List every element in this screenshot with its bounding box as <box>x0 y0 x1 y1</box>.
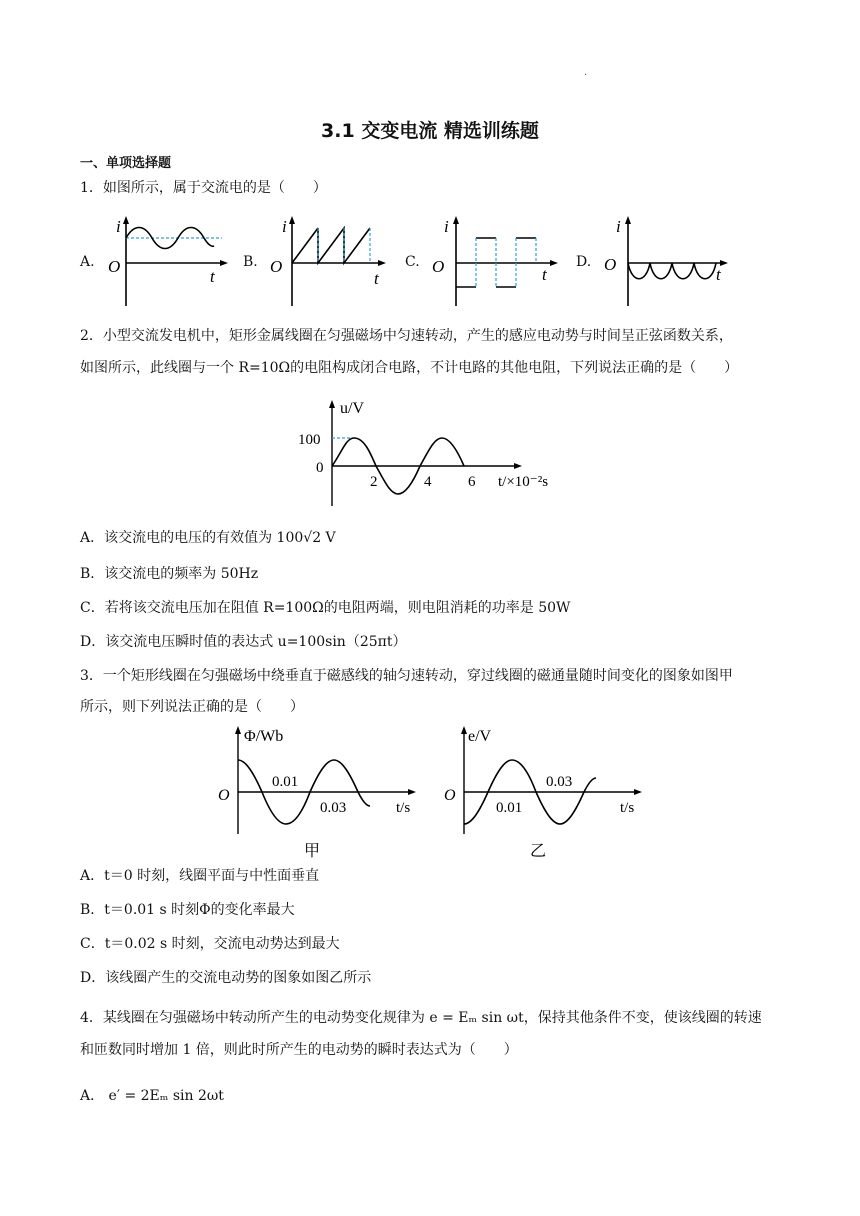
q3-option-d: D．该线圈产生的交流电动势的图象如图乙所示 <box>80 970 372 986</box>
q1-graph-d <box>598 214 734 310</box>
q3-jia-caption: 甲 <box>304 843 321 860</box>
q3-jia-origin: O <box>218 787 230 804</box>
q2-stem-line2: 如图所示，此线圈与一个 R=10Ω的电阻构成闭合电路，不计电路的其他电阻，下列说法正确的是（ ） <box>80 360 739 376</box>
q3-stem-line2: 所示，则下列说法正确的是（ ） <box>80 699 304 715</box>
q3-yi-y-label: e/V <box>468 728 492 745</box>
axis-t-label: t <box>716 265 721 284</box>
q2-x-tick-2: 2 <box>370 474 378 490</box>
q1-option-b-label: B. <box>243 254 258 270</box>
axis-t-label: t <box>542 265 547 284</box>
q1-graph-a <box>100 214 230 310</box>
page-title: 3.1 交变电流 精选训练题 <box>321 120 539 142</box>
section-heading: 一、单项选择题 <box>80 156 172 171</box>
q2-y-tick: 100 <box>298 432 321 448</box>
origin-label: O <box>432 257 445 276</box>
q2-graph <box>290 394 570 512</box>
q2-option-c: C．若将该交流电压加在阻值 R=100Ω的电阻两端，则电阻消耗的功率是 50W <box>80 600 571 616</box>
q3-option-c: C．t＝0.02 s 时刻，交流电动势达到最大 <box>80 936 340 952</box>
axis-i-label: i <box>282 217 287 236</box>
q3-graph-yi <box>436 720 658 864</box>
q4-stem-line2: 和匝数同时增加 1 倍，则此时所产生的电动势的瞬时表达式为（ ） <box>80 1042 518 1058</box>
q1-option-d-label: D. <box>576 254 592 270</box>
q2-zero-label: 0 <box>316 460 324 476</box>
q1-option-c-label: C. <box>405 254 420 270</box>
q3-jia-y-label: Φ/Wb <box>244 728 284 745</box>
axis-t-label: t <box>210 267 215 286</box>
q1-option-a-label: A. <box>80 254 95 270</box>
q2-stem-line1: 2．小型交流发电机中，矩形金属线圈在匀强磁场中匀速转动，产生的感应电动势与时间呈正弦函数关系， <box>80 328 733 344</box>
axis-i-label: i <box>616 217 621 236</box>
origin-label: O <box>604 255 617 274</box>
q3-yi-tick-b: 0.03 <box>546 774 573 790</box>
q2-x-axis-label: t/×10⁻²s <box>498 474 549 490</box>
q3-yi-origin: O <box>444 787 456 804</box>
q4-stem-line1: 4．某线圈在匀强磁场中转动所产生的电动势变化规律为 e = Eₘ sin ωt，保持其他条件不变，使该线圈的转速 <box>80 1010 762 1026</box>
q4-option-a: A． e′ = 2Eₘ sin 2ωt <box>80 1088 224 1104</box>
origin-label: O <box>108 257 121 276</box>
q3-yi-x-label: t/s <box>620 800 635 816</box>
q3-yi-caption: 乙 <box>530 843 547 860</box>
q2-option-b: B．该交流电的频率为 50Hz <box>80 566 259 582</box>
axis-i-label: i <box>444 217 449 236</box>
header-mark: · <box>584 70 588 81</box>
q3-stem-line1: 3．一个矩形线圈在匀强磁场中绕垂直于磁感线的轴匀速转动，穿过线圈的磁通量随时间变化的图象如图甲 <box>80 668 733 684</box>
q2-x-tick-6: 6 <box>468 474 476 490</box>
q1-graph-b <box>264 214 388 310</box>
q3-option-a: A．t＝0 时刻，线圈平面与中性面垂直 <box>80 868 320 884</box>
q2-option-a: A．该交流电的电压的有效值为 100√2 V <box>80 530 336 546</box>
q3-jia-tick-a: 0.01 <box>272 774 299 790</box>
q2-x-tick-4: 4 <box>424 474 432 490</box>
q3-jia-tick-b: 0.03 <box>320 800 347 816</box>
q3-graph-jia <box>210 720 432 864</box>
axis-i-label: i <box>116 217 121 236</box>
q1-stem: 1．如图所示，属于交流电的是（ ） <box>80 180 327 196</box>
q3-option-b: B．t＝0.01 s 时刻Φ的变化率最大 <box>80 902 295 918</box>
axis-t-label: t <box>374 269 379 288</box>
q2-option-d: D．该交流电压瞬时值的表达式 u=100sin（25πt） <box>80 634 407 650</box>
q2-y-axis-label: u/V <box>340 400 364 417</box>
q1-graph-c <box>426 214 562 310</box>
q3-jia-x-label: t/s <box>396 800 411 816</box>
origin-label: O <box>270 257 283 276</box>
q3-yi-tick-a: 0.01 <box>496 800 523 816</box>
